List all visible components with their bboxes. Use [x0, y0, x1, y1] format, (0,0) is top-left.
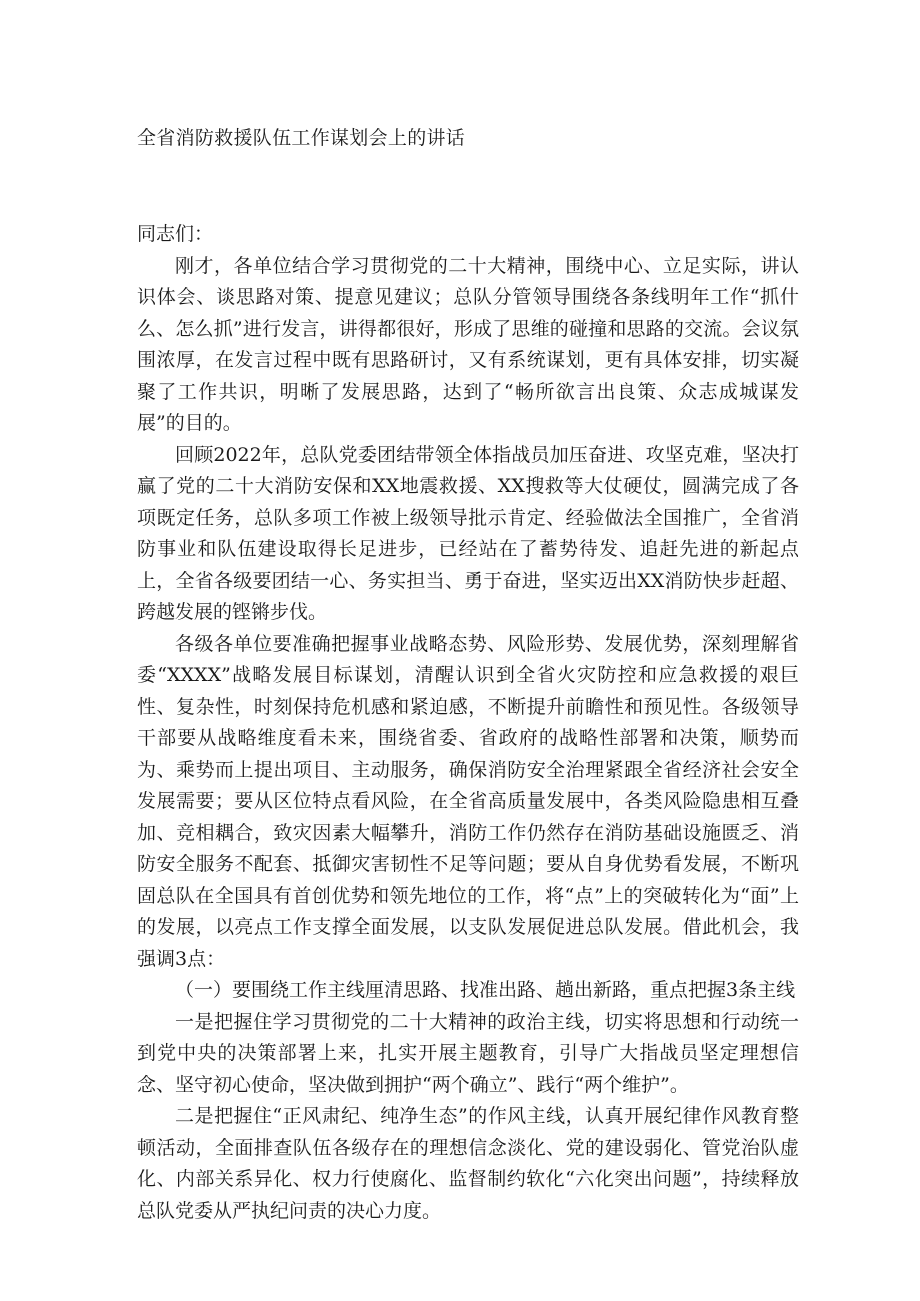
section-heading-1: （一）要围绕工作主线厘清思路、找准出路、趟出新路，重点把握3条主线 [175, 979, 796, 1001]
salutation: 同志们： [137, 223, 214, 245]
document-title: 全省消防救援队伍工作谋划会上的讲话 [137, 127, 466, 149]
document-body [137, 219, 799, 1227]
paragraph-opening: 刚才，各单位结合学习贯彻党的二十大精神，围绕中心、立足实际，讲认识体会、谈思路对策、提意见建议；总队分管领导围绕各条线明年工作“抓什么、怎么抓”进行发言，讲得都很好，形成了思维的碰撞和思路的交流。会议氛围浓厚，在发言过程中既有思路研讨，又有系统谋划，更有具体安排，切实凝聚了工作共识，明晰了发展思路，达到了“畅所欲言出良策、众志成城谋发展”的目的。 [137, 254, 799, 434]
paragraph-political-mainline: 一是把握住学习贯彻党的二十大精神的政治主线，切实将思想和行动统一到党中央的决策部署上来，扎实开展主题教育，引导广大指战员坚定理想信念、坚守初心使命，坚决做到拥护“两个确立”、践行“两个维护”。 [137, 1010, 799, 1096]
paragraph-style-mainline: 二是把握住“正风肃纪、纯净生态”的作风主线，认真开展纪律作风教育整顿活动，全面排查队伍各级存在的理想信念淡化、党的建设弱化、管党治队虚化、内部关系异化、权力行使腐化、监督制约软化“六化突出问题”，持续释放总队党委从严执纪问责的决心力度。 [137, 1105, 799, 1222]
paragraph-review-2022: 回顾2022年，总队党委团结带领全体指战员加压奋进、攻坚克难，坚决打赢了党的二十大消防安保和XX地震救援、XX搜救等大仗硬仗，圆满完成了各项既定任务，总队多项工作被上级领导批示肯定、经验做法全国推广，全省消防事业和队伍建设取得长足进步，已经站在了蓄势待发、追赶先进的新起点上，全省各级要团结一心、务实担当、勇于奋进，坚实迈出XX消防快步赶超、跨越发展的铿锵步伐。 [137, 443, 799, 623]
paragraph-strategic-situation: 各级各单位要准确把握事业战略态势、风险形势、发展优势，深刻理解省委“XXXX”战略发展目标谋划，清醒认识到全省火灾防控和应急救援的艰巨性、复杂性，时刻保持危机感和紧迫感，不断提升前瞻性和预见性。各级领导干部要从战略维度看未来，围绕省委、省政府的战略性部署和决策，顺势而为、乘势而上提出项目、主动服务，确保消防安全治理紧跟全省经济社会安全发展需要；要从区位特点看风险，在全省高质量发展中，各类风险隐患相互叠加、竞相耦合，致灾因素大幅攀升，消防工作仍然存在消防基础设施匮乏、消防安全服务不配套、抵御灾害韧性不足等问题；要从自身优势看发展，不断巩固总队在全国具有首创优势和领先地位的工作，将“点”上的突破转化为“面”上的发展，以亮点工作支撑全面发展，以支队发展促进总队发展。借此机会，我强调3点： [137, 632, 799, 970]
